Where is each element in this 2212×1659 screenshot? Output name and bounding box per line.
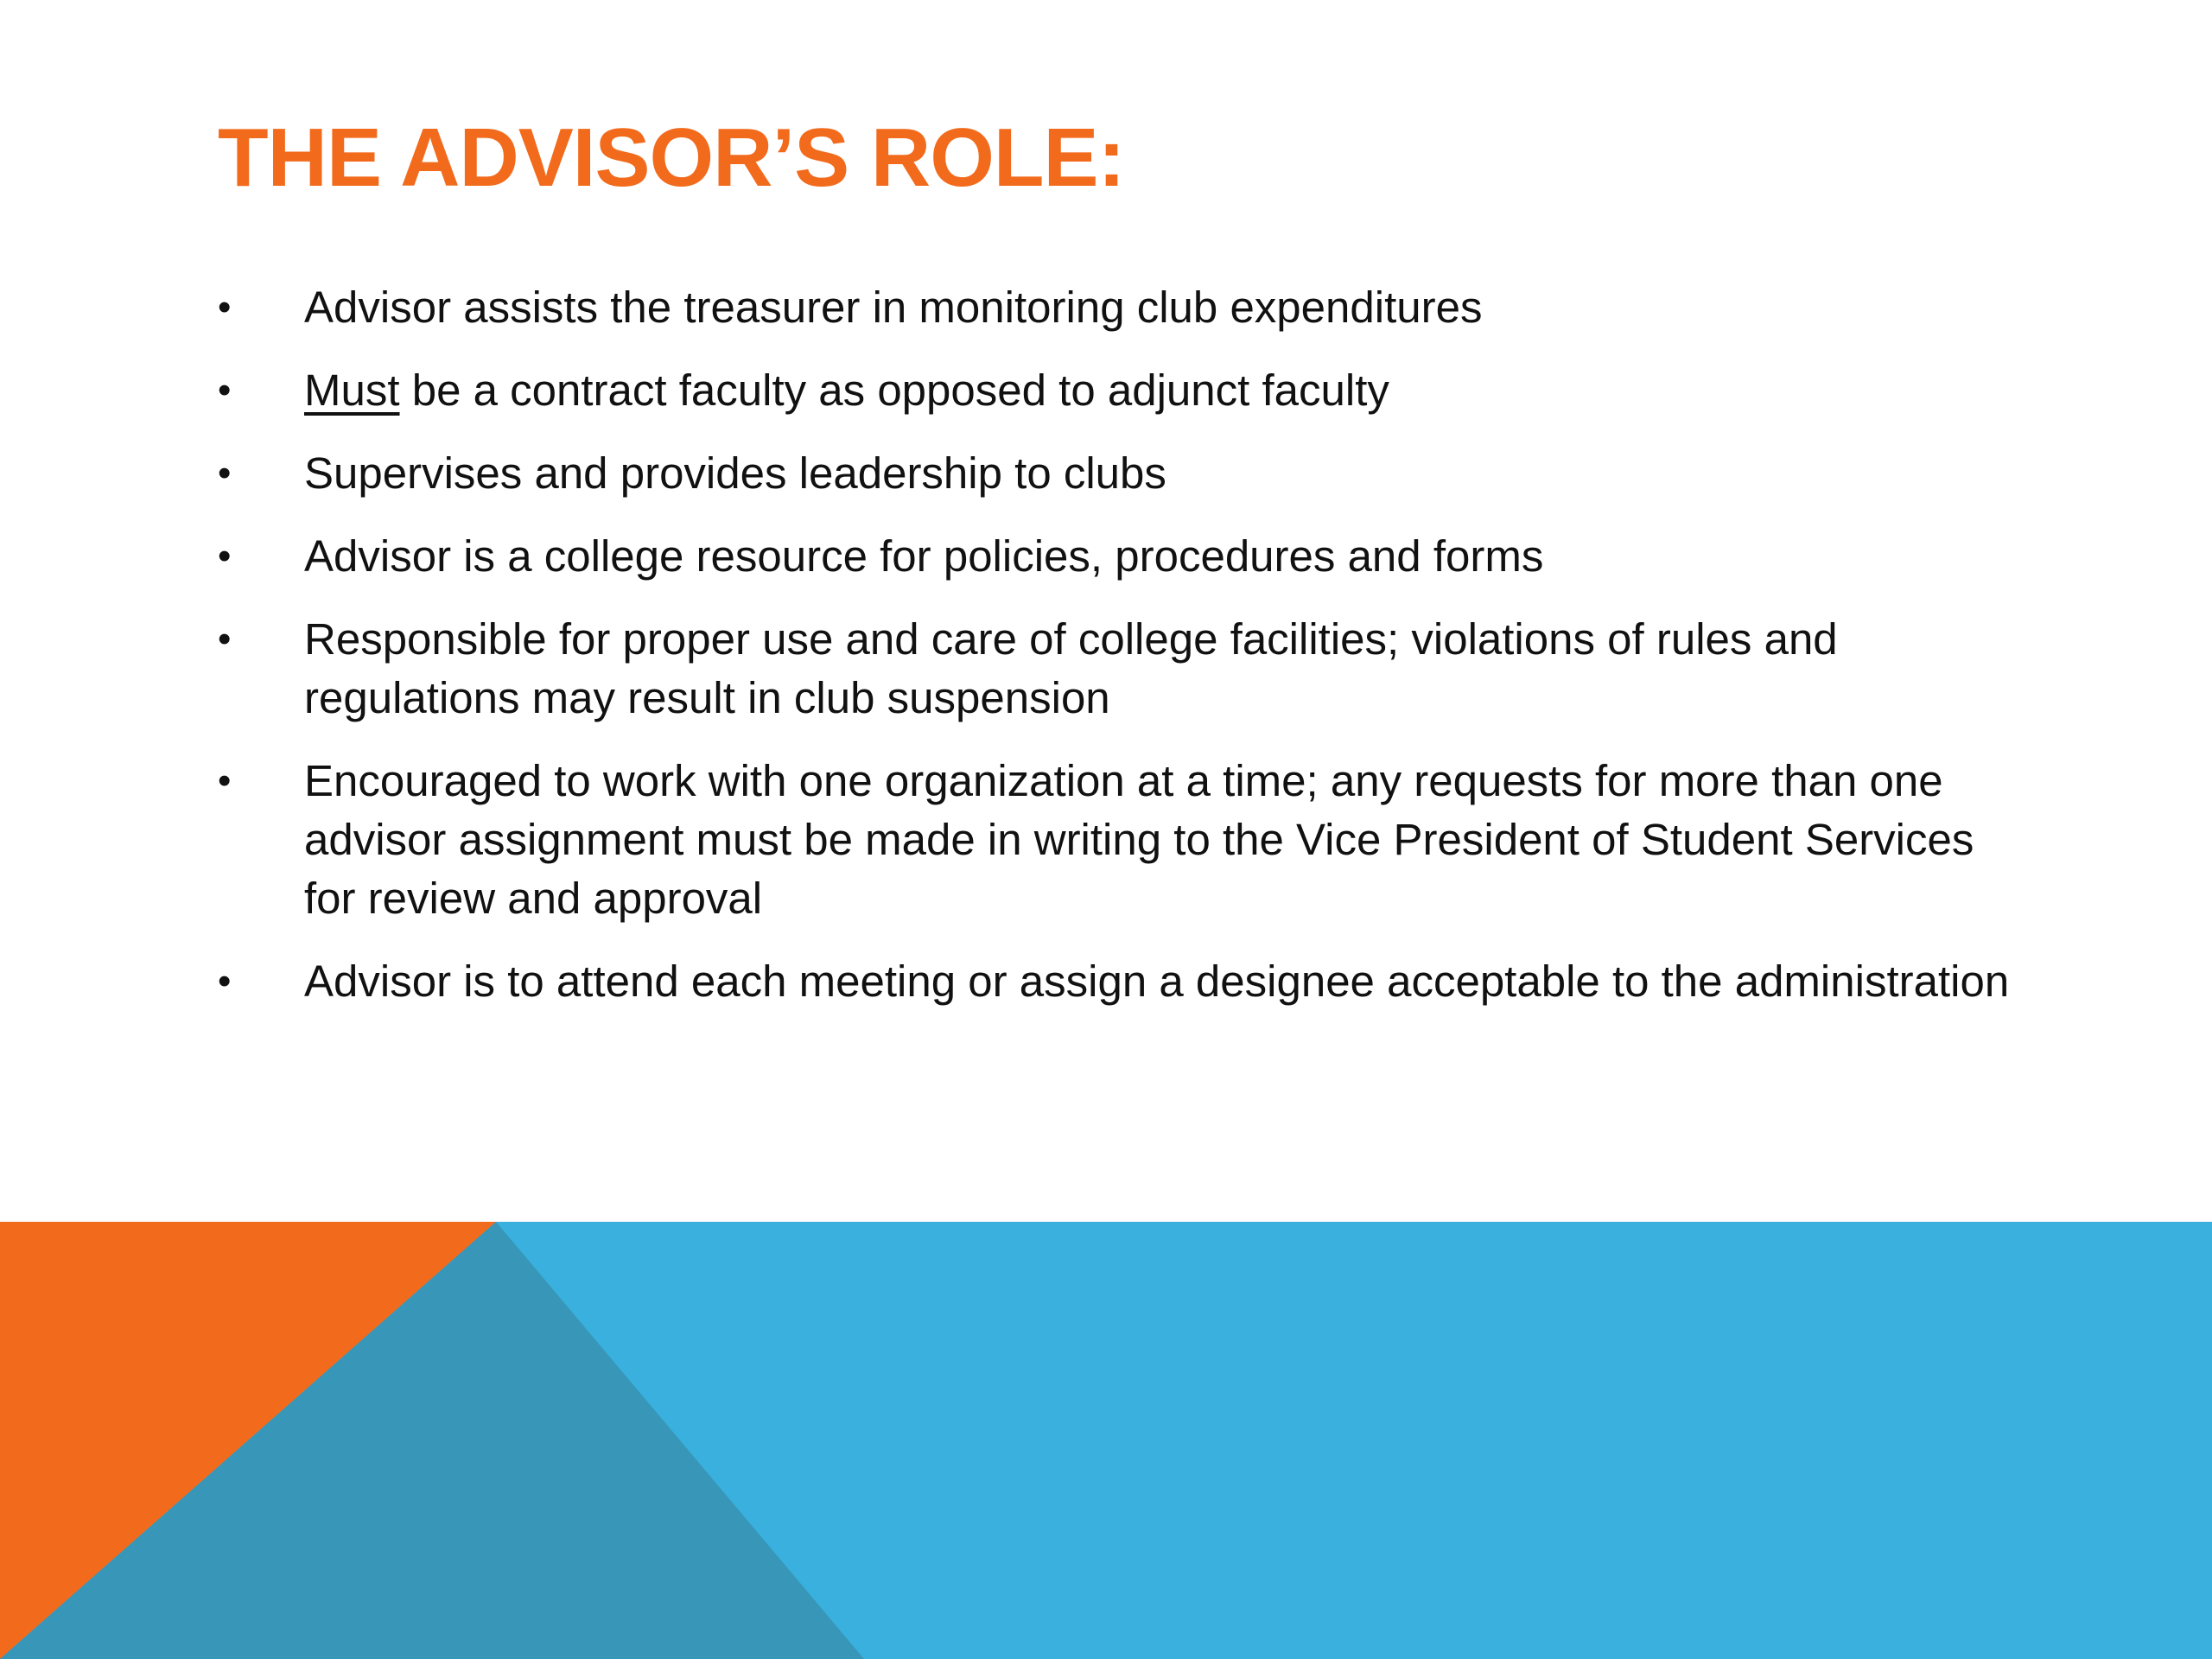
bullet-item: [218, 527, 2015, 586]
bullet-item: [218, 278, 2015, 337]
bullet-dot: •: [218, 760, 232, 802]
bullet-item: [218, 610, 2015, 728]
bullet-text: Advisor is a college resource for policies, procedures and forms: [304, 531, 1544, 581]
bullet-text: Advisor assists the treasurer in monitoring club expenditures: [304, 283, 1483, 332]
bullet-item: [218, 952, 2015, 1011]
bullet-text: Advisor is to attend each meeting or assign a designee acceptable to the administration: [304, 957, 2010, 1006]
bullet-dot: •: [218, 452, 232, 494]
bullet-text: be a contract faculty as opposed to adjunct faculty: [399, 365, 1389, 415]
bullet-item: [218, 444, 2015, 503]
bullet-dot: •: [218, 286, 232, 328]
bullet-text: Responsible for proper use and care of college facilities; violations of rules and regulations may result in club suspension: [304, 614, 1838, 722]
slide-title: THE ADVISOR’S ROLE:: [218, 111, 1125, 204]
bullet-item: [218, 752, 2015, 928]
bullet-list: [218, 278, 2015, 1035]
bullet-item: [218, 361, 2015, 420]
bullet-dot: •: [218, 369, 232, 411]
bullet-emphasis: Must: [304, 365, 400, 415]
bullet-text: Encouraged to work with one organization at a time; any requests for more than one advisor assignment must be made in writing to the Vice President of Student Services for review and approval: [304, 756, 1974, 923]
bullet-text: Supervises and provides leadership to clubs: [304, 448, 1166, 498]
bullet-dot: •: [218, 535, 232, 577]
footer-graphic: [0, 1222, 2212, 1659]
bullet-dot: •: [218, 618, 232, 660]
bullet-dot: •: [218, 960, 232, 1002]
